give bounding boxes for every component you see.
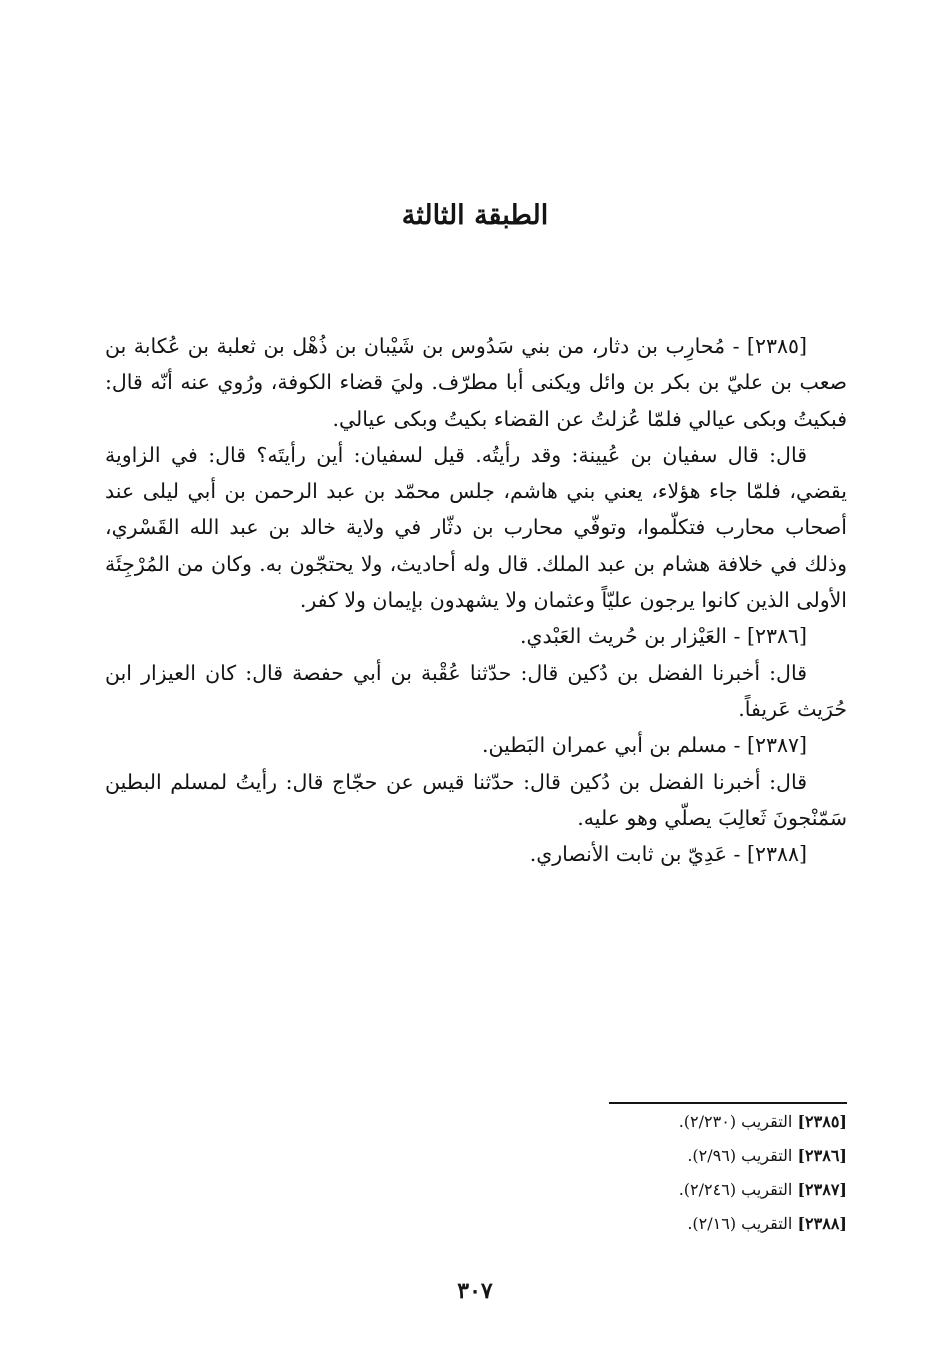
main-text	[105, 328, 847, 872]
footnote-number: [٢٣٨٥]	[797, 1112, 847, 1131]
footnote-item	[547, 1139, 847, 1173]
entry-name: عَدِيّ بن ثابت	[615, 842, 727, 867]
paragraph-text: قال: أخبرنا الفضل بن دُكين قال: حدّثنا قيس عن حجّاج قال: رأيتُ لمسلم البطين سَمّنْجونَ ثَعالِبَ يصلّي وهو عليه.	[105, 769, 847, 830]
footnote-text: التقريب (٢/٢٤٦).	[678, 1180, 793, 1199]
footnote-text: التقريب (٢/١٦).	[687, 1214, 793, 1233]
paragraph-2387-continued	[105, 764, 847, 837]
page-number: ٣٠٧	[457, 1278, 493, 1304]
paragraph-text: قال: أخبرنا الفضل بن دُكين قال: حدّثنا عُقْبة بن أبي حفصة قال: كان العيزار ابن حُرَيث عَريفاً.	[105, 660, 847, 721]
paragraph-2385-continued	[105, 437, 847, 618]
paragraph-text: البَطين.	[481, 733, 546, 758]
footnote-item	[547, 1105, 847, 1139]
entry-number: [٢٣٨٧] -	[733, 733, 807, 758]
entry-name: العَيْزار بن حُريث	[587, 624, 727, 649]
paragraph-entry-2386	[105, 618, 847, 654]
paragraph-text: قال: قال سفيان بن عُيينة: وقد رأيتُه. قيل لسفيان: أين رأيتَه؟ قال: في الزاوية يقضي، فلمّا جاء هؤلاء، يعني بني هاشم، جلس محمّد بن عبد الرحمن بن أبي ليلى عند أصحاب محارب فتكلّموا، وتوفّي محارب بن دثّار في ولاية خالد بن عبد الله القَسْري، وذلك في خلافة هشام بن عبد الملك. قال وله أحاديث، ولا يحتجّون به. وكان من المُرْجِئَة الأولى الذين كانوا يرجون عليّاً وعثمان ولا يشهدون بإيمان ولا كفر.	[105, 442, 847, 613]
paragraph-2386-continued	[105, 655, 847, 728]
entry-number: [٢٣٨٥] -	[732, 334, 807, 358]
entry-number: [٢٣٨٨] -	[733, 842, 807, 867]
paragraph-entry-2388	[105, 836, 847, 872]
section-heading: الطبقة الثالثة	[401, 200, 549, 231]
footnote-number: [٢٣٨٧]	[797, 1180, 847, 1199]
footnote-item	[547, 1207, 847, 1241]
entry-name: مسلم بن أبي عمران	[551, 733, 727, 758]
footnote-text: التقريب (٢/٩٦).	[687, 1146, 793, 1165]
entry-number: [٢٣٨٦] -	[733, 624, 807, 649]
footnote-text: التقريب (٢/٢٣٠).	[678, 1112, 793, 1131]
paragraph-entry-2385	[105, 328, 847, 437]
paragraph-entry-2387	[105, 727, 847, 763]
entry-name: مُحارِب بن دثار،	[591, 334, 726, 358]
footnote-item	[547, 1173, 847, 1207]
paragraph-text: الأنصاري.	[529, 842, 610, 867]
paragraph-text: من بني سَدُوس بن شَيْبان بن ذُهْل بن ثعلبة بن عُكابة بن صعب بن عليّ بن بكر بن وائل ويكنى أبا مطرّف. وليَ قضاء الكوفة، ورُوي عنه أنّه قال: فبكيتُ وبكى عيالي فلمّا عُزلتُ عن القضاء بكيتُ وبكى عيالي.	[105, 334, 847, 431]
footnote-divider	[609, 1102, 847, 1104]
footnote-number: [٢٣٨٨]	[797, 1214, 847, 1233]
paragraph-text: العَبْدي.	[520, 624, 582, 649]
footnote-number: [٢٣٨٦]	[797, 1146, 847, 1165]
footnotes	[547, 1102, 847, 1241]
